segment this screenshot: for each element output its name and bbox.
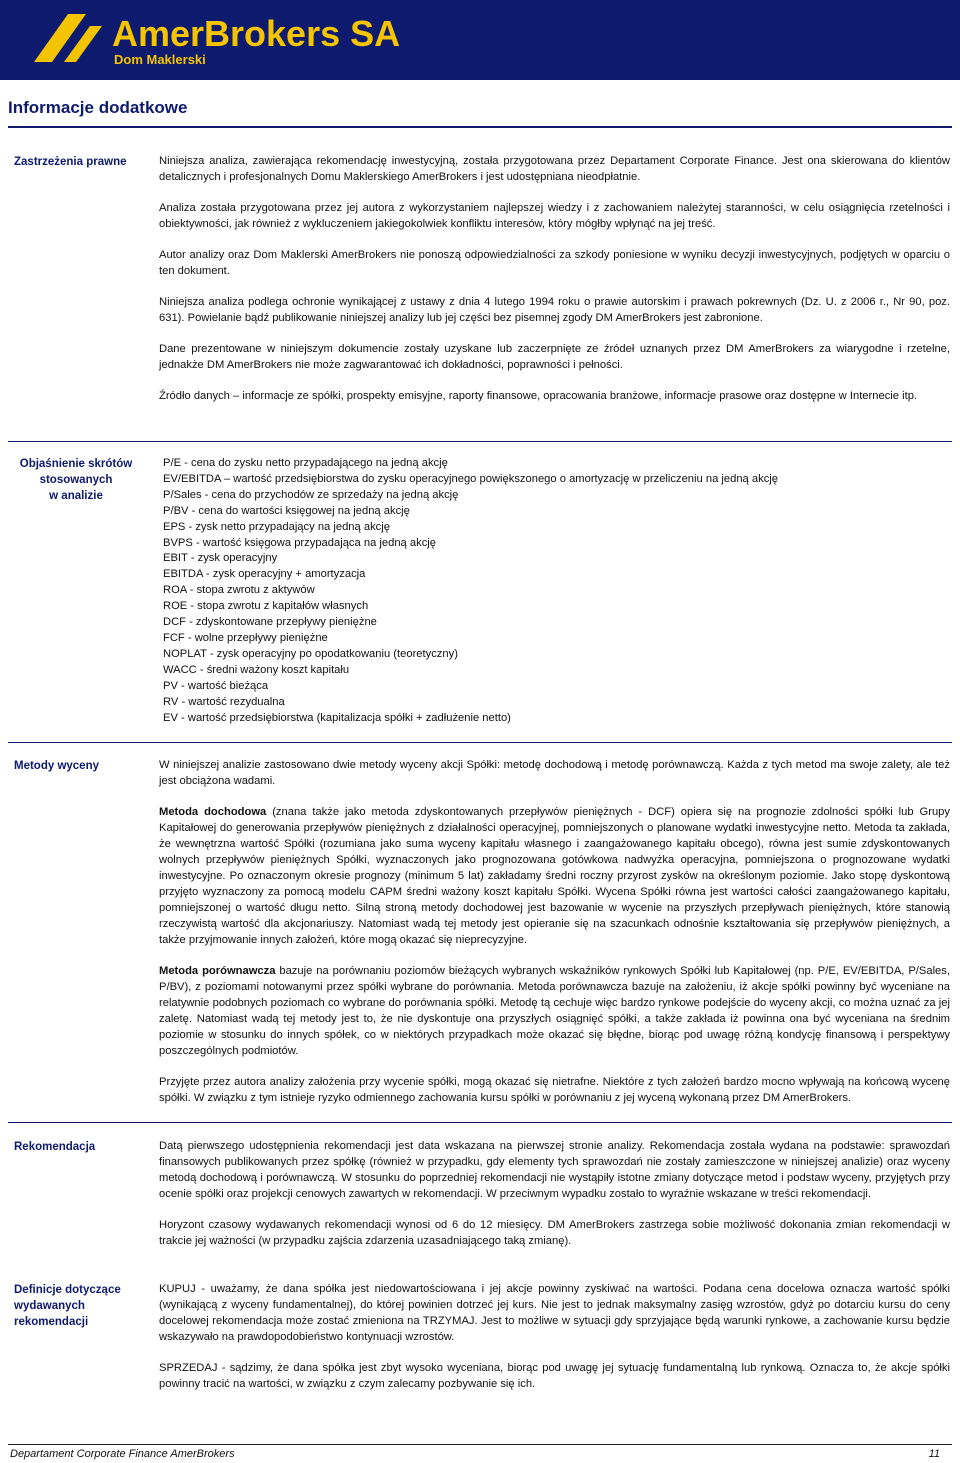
list-item: EV - wartość przedsiębiorstwa (kapitalizacja spółki + zadłużenie netto)	[163, 711, 511, 724]
section-divider	[8, 1122, 952, 1123]
amerbrokers-logo	[30, 12, 470, 68]
paragraph: Dane prezentowane w niniejszym dokumencie zostały uzyskane lub zaczerpnięte ze źródeł uznanych przez DM AmerBrokers za wiarygodne i rzetelne, jednakże DM AmerBrokers nie może zagwarantować ich dokładności, poprawności i pełności.	[159, 343, 950, 371]
section-label-abbreviations: Objaśnienie skrótów stosowanych w analizie	[19, 458, 133, 502]
logo-wordmark: AmerBrokers SA	[112, 13, 401, 54]
page-title: Informacje dodatkowe	[8, 98, 188, 117]
list-item: FCF - wolne przepływy pieniężne	[163, 631, 328, 644]
list-item: RV - wartość rezydualna	[163, 695, 285, 708]
paragraph: Metoda porównawcza bazuje na porównaniu poziomów bieżących wybranych wskaźników rynkowych Spółki lub Kapitałowej (np. P/E, EV/EBITDA, P/Sales, P/BV), z poziomami notowanymi przez spółki wybrane do porównania. Metoda porównawcza bazuje na założeniu, iż akcje spółki powinny być wyceniane na relatywnie podobnych poziomach co wybrane do porównania spółki. Metodę tą cechuje więc bardzo rynkowe podejście do wyceny akcji, co można uznać za jej zaletę. Natomiast wadą tej metody jest to, że nie dyskontuje ona przyszłych osiągnięć spółki, a także zakłada iż powinna ona być wyceniana na średnim poziomie w stosunku do innych spółek, co w niektórych przypadkach może okazać się błędne, biorąc pod uwagę różną kondycję finansową i perspektywy poszczególnych podmiotów.	[159, 965, 950, 1057]
list-item: EV/EBITDA – wartość przedsiębiorstwa do zysku operacyjnego powiększonego o amortyzację w przeliczeniu na jedną akcję	[163, 472, 779, 485]
paragraph: Horyzont czasowy wydawanych rekomendacji wynosi od 6 do 12 miesięcy. DM AmerBrokers zastrzega sobie możliwość dokonania zmian rekomendacji w trakcie jej ważności (w przypadku zajścia zdarzenia uzasadniającego taką zmianę).	[159, 1219, 950, 1247]
paragraph: Niniejsza analiza, zawierająca rekomendację inwestycyjną, została przygotowana przez Departament Corporate Finance. Jest ona skierowana do klientów detalicznych i profesjonalnych Domu Maklerskiego AmerBrokers i jest udostępniana nieodpłatnie.	[159, 155, 950, 183]
section-content-definitions	[159, 1281, 950, 1392]
section-content-methods	[159, 757, 950, 1106]
footer-divider	[8, 1444, 952, 1445]
paragraph: Przyjęte przez autora analizy założenia przy wycenie spółki, mogą okazać się nietrafne. Niektóre z tych założeń bardzo mocno wpływają na końcową wycenę spółki. W związku z tym istnieje ryzyko odmiennego zachowania kursu spółki w porównaniu z jej wyceną wykonaną przez DM AmerBrokers.	[159, 1076, 950, 1104]
list-item: EBITDA - zysk operacyjny + amortyzacja	[163, 568, 366, 581]
paragraph: Datą pierwszego udostępnienia rekomendacji jest data wskazana na pierwszej stronie analizy. Rekomendacja została wydana na podstawie: sprawozdań finansowych publikowanych przez spółkę (również w przypadku, gdy elementy tych sprawozdań nie zostały zamieszczone w niniejszej analizie) oraz wyceny metodą dochodową i porównawczą. W stosunku do poprzedniej rekomendacji nie wystąpiły istotne zmiany dotyczące metod i podstaw wyceny, przyjętych przy ocenie spółki oraz projekcji cenowych zawartych w rekomendacji. W przeciwnym wypadku zostało to wyraźnie wskazane w treści rekomendacji.	[159, 1140, 950, 1200]
paragraph: Metoda dochodowa (znana także jako metoda zdyskontowanych przepływów pieniężnych - DCF) opiera się na prognozie zdolności spółki lub Grupy Kapitałowej do generowania przepływów pieniężnych z działalności operacyjnej, pomniejszonych o planowane wydatki inwestycyjne netto. Metoda ta zakłada, że wewnętrzna wartość Spółki (rozumiana jako suma wyceny kapitału własnego i zaangażowanego kapitału obcego), równa jest sumie zdyskontowanych wolnych przepływów pieniężnych Spółki, wyznaczonych jako prognozowana gotówkowa nadwyżka operacyjna, pomniejszona o prognozowane wydatki inwestycyjne. Po oznaczonym okresie prognozy (minimum 5 lat) zakładamy średni roczny przyrost zysków na określonym poziomie. Jako stopę dyskontową przyjęto wyznaczony za pomocą modelu CAPM średni ważony koszt kapitału Spółki. Wycena Spółki równa jest wartości całości zaangażowanego kapitału, pomniejszonej o wartość długu netto. Silną stroną metody dochodowej jest bazowanie w wycenie na przyszłych przepływach pieniężnych, które stanowią rzeczywistą wartość dla akcjonariuszy. Natomiast wadą tej metody jest opieranie się na szacunkach odnośnie kształtowania się przepływów pieniężnych, a także przyjmowanie innych założeń, które mogą okazać się nieprecyzyjne.	[159, 806, 950, 946]
list-item: DCF - zdyskontowane przepływy pieniężne	[163, 616, 377, 629]
list-item: P/Sales - cena do przychodów ze sprzedaży na jedną akcję	[163, 488, 459, 501]
section-divider	[8, 742, 952, 743]
list-item: NOPLAT - zysk operacyjny po opodatkowaniu (teoretyczny)	[163, 647, 458, 660]
list-item: PV - wartość bieżąca	[163, 679, 269, 692]
bold-term: Metoda dochodowa	[159, 806, 267, 818]
list-item: P/E - cena do zysku netto przypadającego na jedną akcję	[163, 457, 448, 469]
list-item: EBIT - zysk operacyjny	[163, 552, 278, 565]
list-item: P/BV - cena do wartości księgowej na jedną akcję	[163, 504, 410, 517]
list-item: EPS - zysk netto przypadający na jedną akcję	[163, 520, 390, 533]
section-label-recommendation: Rekomendacja	[14, 1141, 96, 1153]
paragraph: KUPUJ - uważamy, że dana spółka jest niedowartościowana i jej akcje powinny zyskiwać na wartości. Podana cena docelowa oznacza wartość spółki (wynikającą z wyceny fundamentalnej), do której powinien dotrzeć jej kurs. Nie jest to jednak maksymalny zasięg wzrostów, gdyż po dotarciu kursu do ceny docelowej rekomendacja może zostać zmieniona na TRZYMAJ. Jest to możliwe w sytuacji gdy sprzyjające będą warunki rynkowe, a zachowanie kursu będzie wskazywało na prawdopodobieństwo kontynuacji wzrostów.	[159, 1283, 950, 1343]
paragraph: Analiza została przygotowana przez jej autora z wykorzystaniem najlepszej wiedzy i z zachowaniem należytej staranności, w celu osiągnięcia rzetelności i obiektywności, jak również z wykluczeniem jakiegokolwiek konfliktu interesów, który mógłby wpłynąć na jej treść.	[159, 202, 950, 230]
page-number: 11	[928, 1448, 940, 1460]
section-content-recommendation	[159, 1138, 950, 1249]
section-label-legal: Zastrzeżenia prawne	[14, 156, 127, 168]
paragraph: Źródło danych – informacje ze spółki, prospekty emisyjne, raporty finansowe, opracowania branżowe, informacje prasowe oraz dostępne w Internecie itp.	[159, 390, 918, 402]
paragraph: W niniejszej analizie zastosowano dwie metody wyceny akcji Spółki: metodę dochodową i metodę porównawczą. Każda z tych metod ma swoje zalety, ale też jest obciążona wadami.	[159, 759, 950, 787]
logo-subtitle: Dom Maklerski	[114, 52, 206, 67]
paragraph: SPRZEDAJ - sądzimy, że dana spółka jest zbyt wysoko wyceniana, biorąc pod uwagę jej sytuację fundamentalną lub rynkową. Oznacza to, że akcje spółki powinny tracić na wartości, w związku z czym zalecamy pozbywanie się ich.	[159, 1362, 950, 1390]
list-item: BVPS - wartość księgowa przypadająca na jedną akcję	[163, 536, 436, 549]
footer-department: Departament Corporate Finance AmerBrokers	[10, 1448, 235, 1460]
list-item: ROA - stopa zwrotu z aktywów	[163, 584, 315, 597]
section-content-legal	[159, 153, 950, 404]
list-item: WACC - średni ważony koszt kapitału	[163, 663, 350, 676]
paragraph: Niniejsza analiza podlega ochronie wynikającej z ustawy z dnia 4 lutego 1994 roku o prawie autorskim i prawach pokrewnych (Dz. U. z 2006 r., Nr 90, poz. 631). Powielanie bądź publikowanie niniejszej analizy lub jej części bez pisemnej zgody DM AmerBrokers jest zabronione.	[159, 296, 950, 324]
section-label-methods: Metody wyceny	[14, 760, 99, 772]
section-divider	[8, 441, 952, 442]
page-header	[0, 0, 960, 80]
section-label-definitions: Definicje dotyczące wydawanych rekomendacji	[14, 1284, 121, 1328]
list-item: ROE - stopa zwrotu z kapitałów własnych	[163, 600, 369, 613]
paragraph: Autor analizy oraz Dom Maklerski AmerBrokers nie ponoszą odpowiedzialności za szkody poniesione w wyniku decyzji inwestycyjnych, podjętych w oparciu o ten dokument.	[159, 249, 950, 277]
bold-term: Metoda porównawcza	[159, 965, 276, 977]
abbreviations-list	[163, 456, 778, 726]
